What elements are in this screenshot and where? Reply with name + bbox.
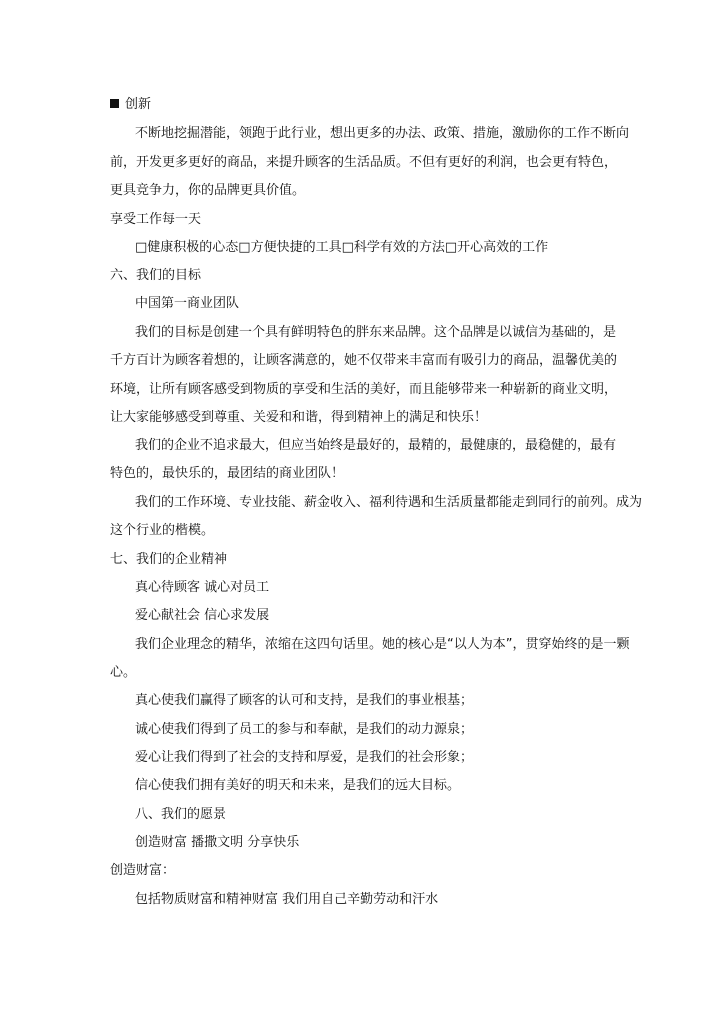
checklist-line: □健康积极的心态□方便快捷的工具□科学有效的方法□开心高效的工作 xyxy=(135,240,549,255)
paragraph-line: 这个行业的楷模。 xyxy=(110,523,215,538)
motto-line: 爱心献社会 信心求发展 xyxy=(135,608,270,623)
section-heading-spirit: 七、我们的企业精神 xyxy=(110,552,228,567)
paragraph-line: 诚心使我们得到了员工的参与和奉献，是我们的动力源泉； xyxy=(135,722,474,737)
square-bullet-icon xyxy=(110,99,119,108)
section-heading-goals: 六、我们的目标 xyxy=(110,268,202,283)
paragraph-line: 我们的目标是创建一个具有鲜明特色的胖东来品牌。这个品牌是以诚信为基础的，是 xyxy=(135,325,617,340)
paragraph-line: 千方百计为顾客着想的，让顾客满意的，她不仅带来丰富而有吸引力的商品，温馨优美的 xyxy=(110,353,618,368)
paragraph-line: 特色的，最快乐的，最团结的商业团队！ xyxy=(110,466,345,481)
motto-line: 真心待顾客 诚心对员工 xyxy=(135,580,270,595)
subheading: 创造财富： xyxy=(110,863,176,878)
subheading: 中国第一商业团队 xyxy=(135,296,240,311)
paragraph-line: 爱心让我们得到了社会的支持和厚爱，是我们的社会形象； xyxy=(135,750,474,765)
section-heading-vision: 八、我们的愿景 xyxy=(135,807,227,822)
paragraph-line: 环境，让所有顾客感受到物质的享受和生活的美好，而且能够带来一种崭新的商业文明， xyxy=(110,382,618,397)
paragraph-line: 更具竞争力，你的品牌更具价值。 xyxy=(110,183,306,198)
paragraph-line: 我们的企业不追求最大，但应当始终是最好的，最精的，最健康的，最稳健的，最有 xyxy=(135,438,617,453)
paragraph-line: 不断地挖掘潜能，领跑于此行业，想出更多的办法、政策、措施，激励你的工作不断向 xyxy=(135,126,630,141)
paragraph-line: 让大家能够感受到尊重、关爱和和谐，得到精神上的满足和快乐！ xyxy=(110,410,488,425)
paragraph-line: 信心使我们拥有美好的明天和未来，是我们的远大目标。 xyxy=(135,778,461,793)
paragraph-line: 我们企业理念的精华，浓缩在这四句话里。她的核心是“以人为本”，贯穿始终的是一颗 xyxy=(135,637,630,652)
heading-enjoy-work: 享受工作每一天 xyxy=(110,212,202,227)
paragraph-line: 包括物质财富和精神财富 我们用自己辛勤劳动和汗水 xyxy=(135,892,439,907)
paragraph-line: 我们的工作环境、专业技能、薪金收入、福利待遇和生活质量都能走到同行的前列。成为 xyxy=(135,495,643,510)
paragraph-line: 前，开发更多更好的商品，来提升顾客的生活品质。不但有更好的利润，也会更有特色， xyxy=(110,155,618,170)
paragraph-line: 心。 xyxy=(110,665,137,680)
motto-line: 创造财富 播撒文明 分享快乐 xyxy=(135,835,300,850)
heading-innovation: 创新 xyxy=(110,97,616,113)
paragraph-line: 真心使我们赢得了顾客的认可和支持，是我们的事业根基； xyxy=(135,693,474,708)
